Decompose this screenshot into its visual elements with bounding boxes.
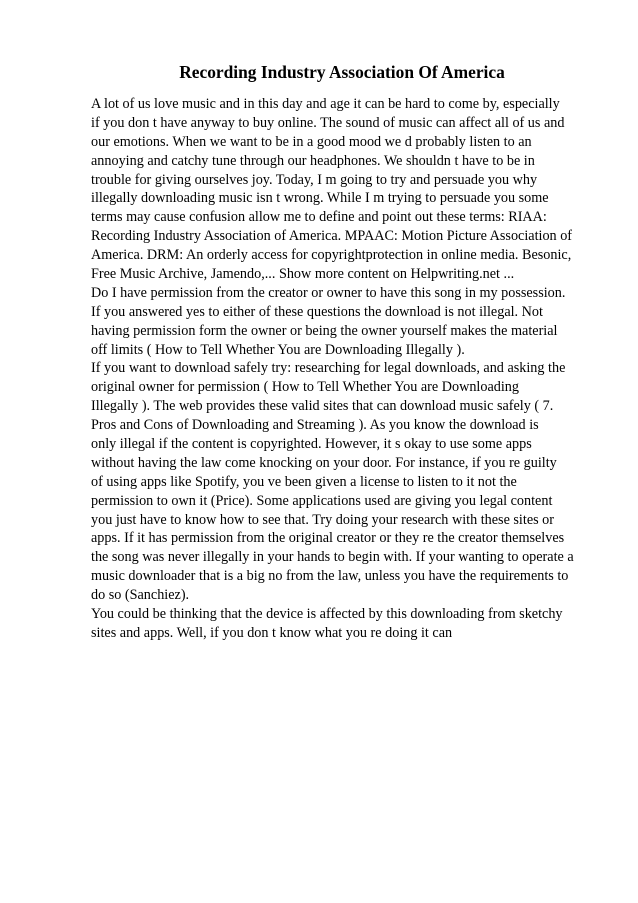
body-line: Pros and Cons of Downloading and Streaming ). As you know the download is: [91, 417, 539, 434]
body-line: the song was never illegally in your hands to begin with. If your wanting to operate a: [91, 549, 574, 566]
body-line: You could be thinking that the device is affected by this downloading from sketchy: [91, 606, 563, 623]
body-line: trouble for giving ourselves joy. Today, I m going to try and persuade you why: [91, 171, 538, 188]
document-body: [91, 95, 591, 643]
body-line: Recording Industry Association of America. MPAAC: Motion Picture Association of: [91, 228, 573, 245]
body-line: sites and apps. Well, if you don t know what you re doing it can: [91, 624, 453, 641]
body-line: of using apps like Spotify, you ve been given a license to listen to it not the: [91, 473, 517, 490]
body-line: having permission form the owner or being the owner yourself makes the material: [91, 322, 558, 339]
body-line: Do I have permission from the creator or owner to have this song in my possession.: [91, 284, 566, 301]
body-line: only illegal if the content is copyrighted. However, it s okay to use some apps: [91, 436, 532, 453]
body-line: our emotions. When we want to be in a good mood we d probably listen to an: [91, 133, 532, 150]
body-line: if you don t have anyway to buy online. The sound of music can affect all of us and: [91, 114, 565, 131]
body-line: A lot of us love music and in this day and age it can be hard to come by, especially: [91, 96, 560, 112]
body-line: do so (Sanchiez).: [91, 587, 190, 604]
body-line: without having the law come knocking on your door. For instance, if you re guilty: [91, 454, 557, 471]
body-line: permission to own it (Price). Some applications used are giving you legal content: [91, 492, 553, 509]
body-line: terms may cause confusion allow me to define and point out these terms: RIAA:: [91, 209, 547, 226]
body-line: music downloader that is a big no from the law, unless you have the requirements to: [91, 568, 569, 585]
body-line: If you answered yes to either of these questions the download is not illegal. Not: [91, 303, 543, 320]
body-line: illegally downloading music isn t wrong. While I m trying to persuade you some: [91, 190, 549, 207]
body-line: Illegally ). The web provides these valid sites that can download music safely ( 7.: [91, 398, 554, 415]
body-line: Free Music Archive, Jamendo,... Show more content on Helpwriting.net ...: [91, 266, 515, 283]
body-line: you just have to know how to see that. Try doing your research with these sites or: [91, 511, 554, 528]
body-line: America. DRM: An orderly access for copyrightprotection in online media. Besonic,: [91, 247, 572, 264]
body-line: original owner for permission ( How to Tell Whether You are Downloading: [91, 379, 519, 396]
body-line: annoying and catchy tune through our headphones. We shouldn t have to be in: [91, 152, 535, 169]
body-line: off limits ( How to Tell Whether You are Downloading Illegally ).: [91, 341, 465, 358]
body-line: If you want to download safely try: researching for legal downloads, and asking the: [91, 360, 566, 377]
document-title: Recording Industry Association Of America: [179, 62, 505, 82]
body-line: apps. If it has permission from the original creator or they re the creator themselves: [91, 530, 565, 547]
